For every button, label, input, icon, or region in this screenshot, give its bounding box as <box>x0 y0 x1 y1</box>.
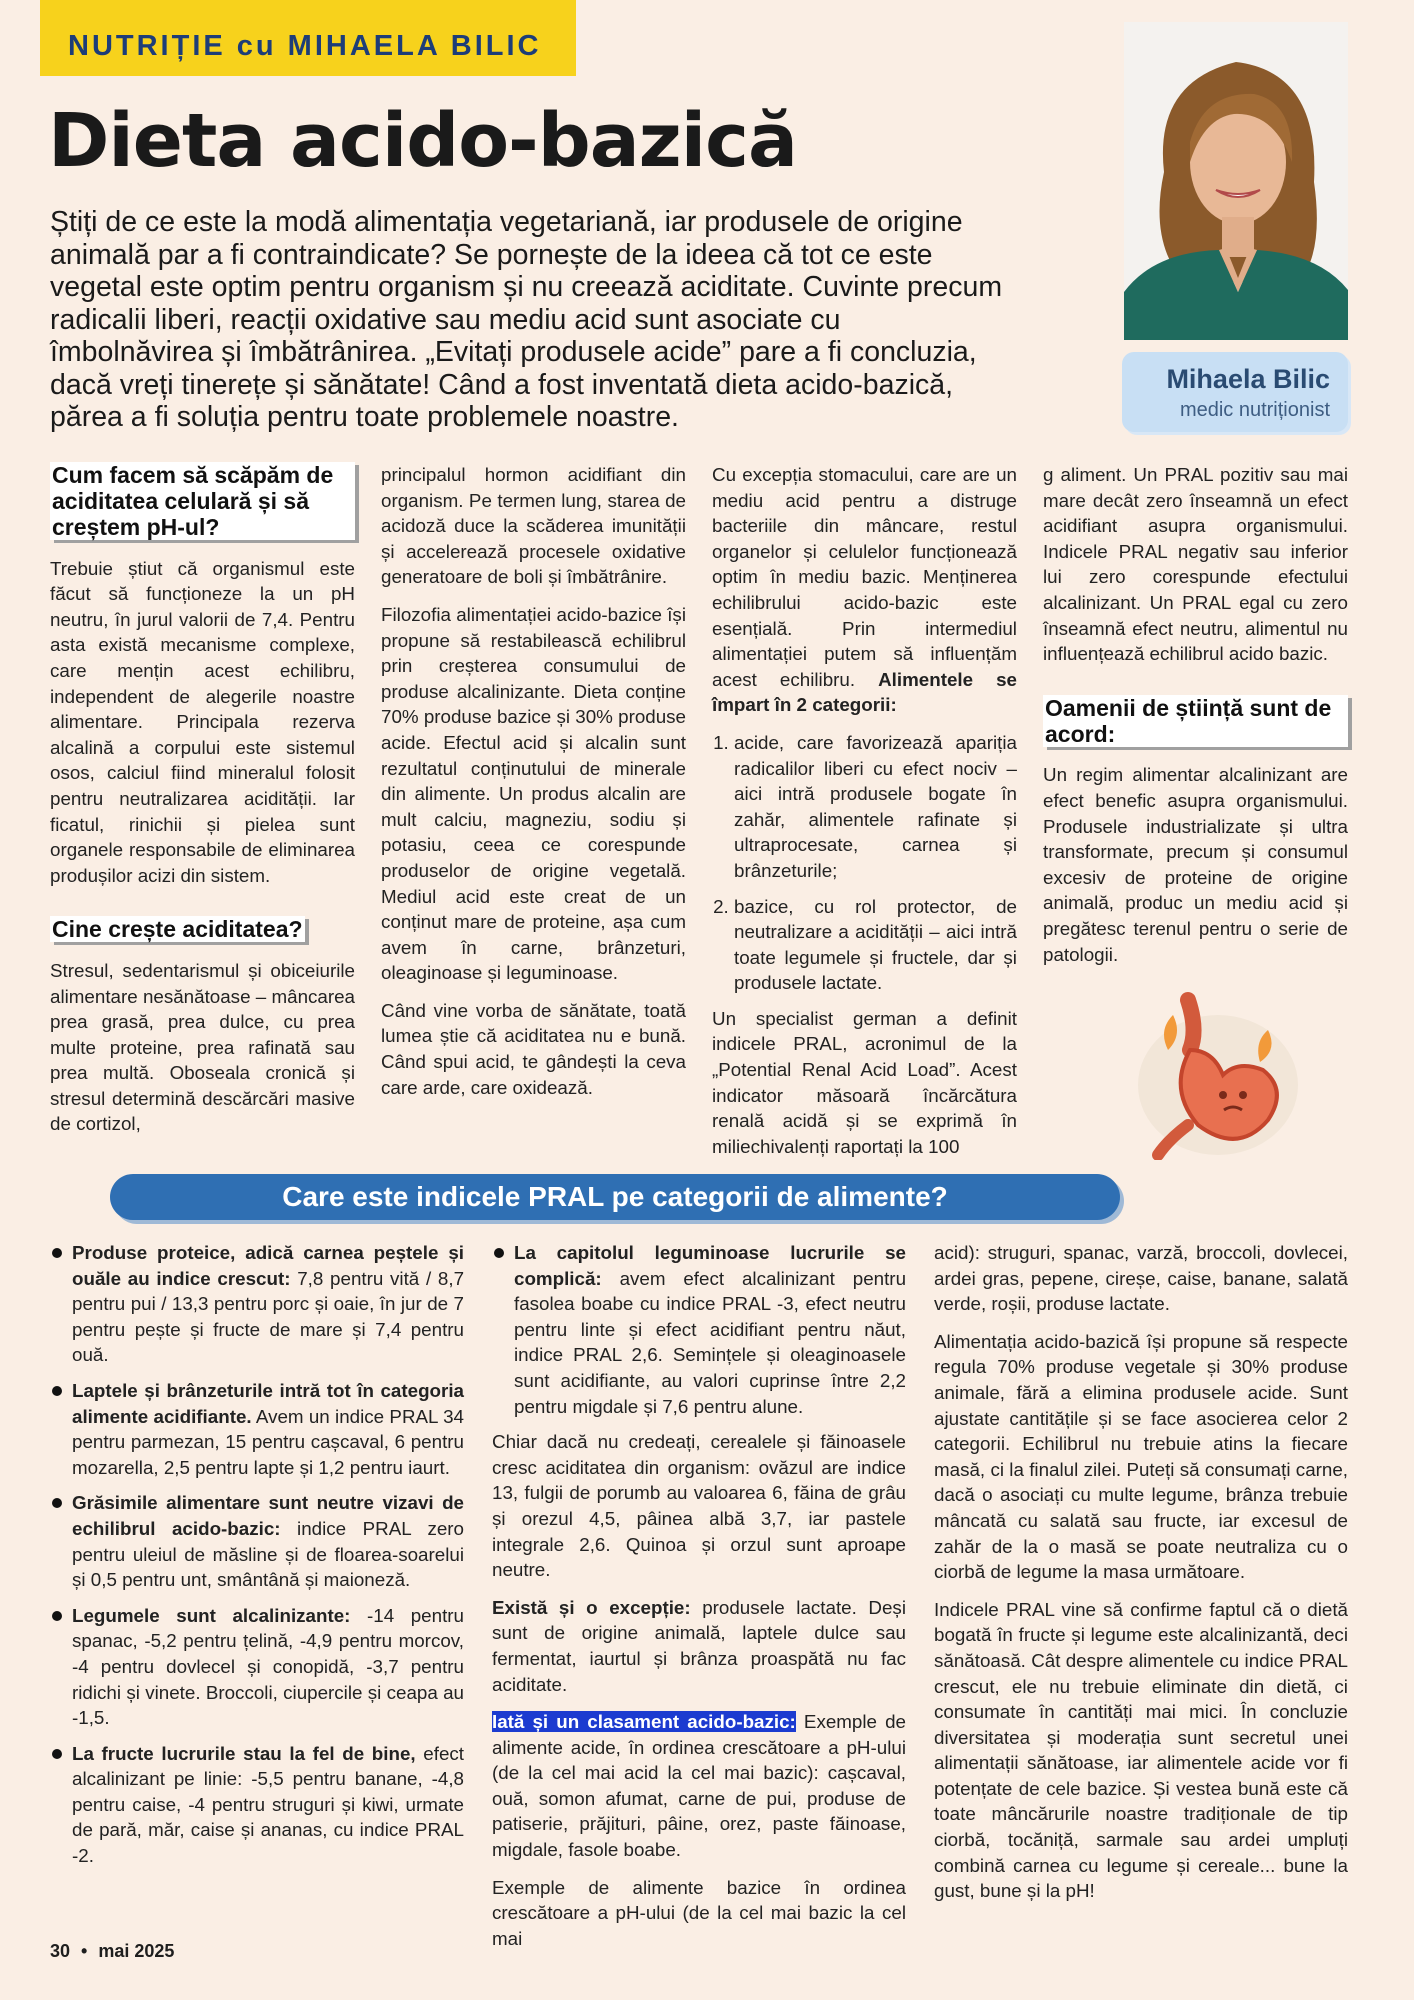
paragraph: Un regim alimentar alcalinizant are efect benefic asupra organismului. Produsele industrializate și ultra transformate, precum și consumul excesiv de proteine de origine animală, produc un mediu acid și pregătesc terenul pentru o serie de patologii. <box>1043 764 1348 965</box>
paragraph: principalul hormon acidifiant din organism. Pe termen lung, starea de acidoză duce la scăderea imunității și accelerează procesele oxidative generatoare de boli și îmbătrânire. <box>381 464 686 588</box>
pral-column-1 <box>50 1240 464 1879</box>
section-label: NUTRIȚIE cu MIHAELA BILIC <box>68 30 542 62</box>
paragraph: g aliment. Un PRAL pozitiv sau mai mare decât zero înseamnă un efect acidifiant asupra organismului. Indicele PRAL negativ sau inferior lui zero corespunde efectului alcalinizant. Un PRAL egal cu zero înseamnă efect neutru, alimentul nu influențează echilibrul acido bazic. <box>1043 464 1348 665</box>
section-banner <box>40 0 576 76</box>
paragraph: Cu excepția stomacului, care are un mediu acid pentru a distruge bacteriile din mâncare, restul organelor și celulelor funcționează optim în mediu bazic. Menținerea echilibrului acido-bazic este esențială. Prin intermediul alimentației putem să influențăm acest echilibru. <box>712 464 1017 690</box>
pral-column-3 <box>934 1240 1348 1916</box>
stomach-illustration <box>1128 990 1308 1160</box>
paragraph: Chiar dacă nu credeați, cerealele și făinoasele cresc aciditatea din organism: ovăzul are indice 13, fulgii de porumb au valoarea 6, făina de grâu și orezul 4,5, pâinea albă 3,7, iar pastele integrale 2,6. Quinoa și orzul sunt aproape neutre. <box>492 1431 906 1581</box>
paragraph: Alimentația acido-bazică își propune să respecte regula 70% produse vegetale și 30% produse animale, fără a elimina produsele acide. Sunt ajustate cantitățile și se face asocierea celor 2 categorii. Echilibrul nu trebuie atins la fiecare masă, ci la finalul zilei. Puteți să consumați carne, dacă o asociați cu multe legume, brânza trebuie mâncată cu salată sau fructe, iar excesul de zahăr de la o masă se poate neutraliza cu o ciorbă de legume la masa următoare. <box>934 1330 1348 1583</box>
paragraph-bold: Alimentele se împart în 2 categorii: <box>712 668 1017 716</box>
column-2 <box>381 462 686 1112</box>
paragraph: Când vine vorba de sănătate, toată lumea știe că aciditatea nu e bună. Când spui acid, te gândești la ceva care arde, care oxidează. <box>381 999 686 1098</box>
column-4 <box>1043 462 1348 979</box>
pral-column-2 <box>492 1240 906 1963</box>
author-card <box>1122 352 1348 432</box>
heading-cum-facem: Cum facem să scăpăm de aciditatea celulară și să creștem pH-ul? <box>50 462 355 540</box>
paragraph: Stresul, sedentarismul și obiceiurile alimentare nesănătoase – mâncarea prea grasă, prea dulce, cu prea multe proteine, prea rafinată sau prea multă. Oboseala cronică și stresul determină descărcări masive de cortizol, <box>50 959 355 1135</box>
list-item: Laptele și brânzeturile intră tot în categoria alimente acidifiante. Avem un indice PRAL 34 pentru parmezan, 15 pentru cașcaval, 6 pentru mozarella, 2,5 pentru lapte și 1,2 pentru iaurt. <box>50 1378 464 1480</box>
pral-section-title <box>110 1174 1120 1220</box>
list-item: 1. acide, care favorizează apariția radicalilor liberi cu efect nociv – aici intră produsele bogate în zahăr, alimentele rafinate și ultraprocesate, carnea și brânzeturile; <box>734 730 1017 884</box>
author-photo <box>1124 22 1348 340</box>
paragraph: Iată și un clasament acido-bazic: Exemple de alimente acide, în ordinea crescătoare a pH-ului (de la cel mai acid la cel mai bazic): cașcaval, ouă, somon afumat, carne de pui, produse de patiserie, prăjituri, pâine, orez, paste făinoase, migdale, fasole boabe. <box>492 1711 906 1861</box>
list-item: La capitolul leguminoase lucrurile se complică: avem efect alcalinizant pentru fasolea boabe cu indice PRAL -3, efect neutru pentru linte și efect acidifiant pentru năut, indice PRAL 2,6. Semințele și oleaginoasele sunt acidifiante, au valori cuprinse între 2,2 pentru migdale și 7,6 pentru alune. <box>492 1240 906 1419</box>
list-item: Produse proteice, adică carnea peștele și ouăle au indice crescut: 7,8 pentru vită / 8,7 pentru pui / 13,3 pentru porc și oaie, în jur de 7 pentru pește și fructe de mare și 7,4 pentru ouă. <box>50 1240 464 1368</box>
paragraph: Trebuie știut că organismul este făcut să funcționeze la un pH neutru, în jurul valorii de 7,4. Pentru asta există mecanisme complexe, care mențin acest echilibru, independent de alegerile noastre alimentare. Principala rezerva alcalină a corpului este sistemul osos, calciul fiind mineralul folosit pentru neutralizarea acidității. Iar ficatul, rinichii și pielea sunt organele responsabile de eliminarea produșilor acizi din sistem. <box>50 557 355 886</box>
author-role: medic nutriționist <box>1179 399 1330 421</box>
paragraph: Filozofia alimentației acido-bazice își propune să restabilească echilibrul prin creșterea consumului de produse alcalinizante. Dieta conține 70% produse bazice și 30% produse acide. Efectul acid și alcalin sunt rezultatul conținutului de minerale din alimente. Un produs alcalin are mult calciu, magneziu, sodiu și potasiu, ceea ce corespunde produselor de origine vegetală. Mediul acid este creat de un conținut mare de proteine, așa cum avem în carne, brânzeturi, oleaginoase și leguminoase. <box>381 603 686 984</box>
issue-date: mai 2025 <box>98 1941 175 1961</box>
paragraph: Exemple de alimente bazice în ordinea crescătoare a pH-ului (de la cel mai bazic la cel mai <box>492 1876 906 1949</box>
paragraph: Există și o excepție: produsele lactate. Deși sunt de origine animală, laptele dulce sau fermentat, iaurtul și brânza proaspătă nu fac aciditate. <box>492 1596 906 1695</box>
paragraph: acid): struguri, spanac, varză, broccoli, dovlecei, ardei gras, pepene, cireșe, caise, banane, salată verde, roșii, produse lactate. <box>934 1242 1348 1315</box>
article-title: Dieta acido-bazică <box>48 98 797 184</box>
page-number: 30 <box>50 1941 71 1961</box>
list-item: Legumele sunt alcalinizante: -14 pentru spanac, -5,2 pentru țelină, -4,9 pentru morcov, -4 pentru dovlecel și conopidă, -3,7 pentru ridichi și vinete. Broccoli, ciupercile și ceapa au -1,5. <box>50 1603 464 1731</box>
footer-separator: • <box>81 1941 88 1961</box>
page-footer <box>50 1941 174 1962</box>
paragraph: Un specialist german a definit indicele PRAL, acronimul de la „Potential Renal Acid Load”. Acest indicator măsoară încărcătura renală acidă și se exprimă în miliechivalenți raportați la 100 <box>712 1007 1017 1157</box>
heading-cine-creste: Cine crește aciditatea? <box>52 916 303 943</box>
column-1 <box>50 462 355 1149</box>
list-item: La fructe lucrurile stau la fel de bine, efect alcalinizant pe linie: -5,5 pentru banane, -4,8 pentru caise, -4 pentru struguri și kiwi, urmate de pară, măr, caise și ananas, cu indice PRAL -2. <box>50 1741 464 1869</box>
author-name: Mihaela Bilic <box>1166 364 1330 394</box>
column-3 <box>712 462 1017 1171</box>
heading-oamenii-de-stiinta: Oamenii de știință sunt de acord: <box>1043 695 1348 747</box>
highlighted-text: Iată și un clasament acido-bazic: <box>492 1711 796 1733</box>
paragraph: Indicele PRAL vine să confirme faptul că o dietă bogată în fructe și legume este alcalinizantă, deci sănătoasă. Cât despre alimentele cu indice PRAL crescut, ele nu trebuie eliminate din dietă, ci consumate în cantități mai mici. În concluzie diversitatea și moderația sunt secretul unei alimentații sănătoase, iar alimentele acide vor fi potențate de cele bazice. Și vestea bună este că toate mâncărurile noastre tradiționale de tip ciorbă, tocăniță, sarmale sau ardei umpluți combină carnea cu legume și cereale... bune la gust, bune și la pH! <box>934 1598 1348 1902</box>
pral-section-title-text: Care este indicele PRAL pe categorii de alimente? <box>282 1181 948 1212</box>
list-item: Grăsimile alimentare sunt neutre vizavi de echilibrul acido-bazic: indice PRAL zero pentru uleiul de măsline și de floarea-soarelui și 0,5 pentru unt, smântână și maioneză. <box>50 1490 464 1592</box>
list-item: 2. bazice, cu rol protector, de neutralizare a acidității – aici intră toate legumele și fructele, dar și produsele lactate. <box>734 894 1017 996</box>
category-list <box>712 730 1017 996</box>
article-intro: Știți de ce este la modă alimentația vegetariană, iar produsele de origine animală par a fi contraindicate? Se pornește de la ideea că tot ce este vegetal este optim pentru organism și nu creează aciditate. Cuvinte precum radicalii liberi, reacții oxidative sau mediu acid sunt asociate cu îmbolnăvirea și îmbătrânirea. „Evitați produsele acide” pare a fi concluzia, dacă vreți tinerețe și sănătate! Când a fost inventată dieta acido-bazică, părea a fi soluția pentru toate problemele noastre. <box>50 206 1003 433</box>
